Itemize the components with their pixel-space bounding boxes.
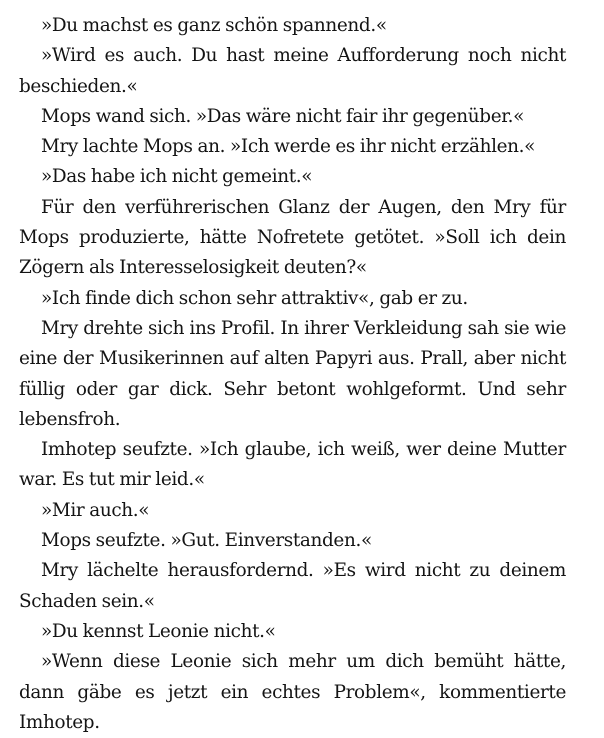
paragraph: »Wenn diese Leonie sich mehr um dich bemüht hätte, dann gäbe es jetzt ein echtes Problem«, kommentierte Imhotep. [19,651,566,733]
paragraph: Mops seufzte. »Gut. Einverstanden.« [41,530,372,552]
paragraph: »Ich finde dich schon sehr attraktiv«, gab er zu. [41,287,468,309]
paragraph: Für den verführerischen Glanz der Augen, den Mry für Mops produzierte, hätte Nofretete getötet. »Soll ich dein Zögern als Interesselosigkeit deuten?« [19,196,566,279]
paragraph: »Wird es auch. Du hast meine Aufforderung noch nicht beschieden.« [19,45,566,97]
paragraph: Mry drehte sich ins Profil. In ihrer Verkleidung sah sie wie eine der Musikerinnen auf alten Papyri aus. Prall, aber nicht füllig oder gar dick. Sehr betont wohlgeformt. Und sehr lebensfroh. [19,317,566,430]
paragraph: Mops wand sich. »Das wäre nicht fair ihr gegenüber.« [41,105,525,127]
paragraph: Mry lächelte herausfordernd. »Es wird nicht zu deinem Schaden sein.« [19,560,566,612]
paragraph: Imhotep seufzte. »Ich glaube, ich weiß, wer deine Mutter war. Es tut mir leid.« [19,439,566,491]
paragraph: »Du machst es ganz schön spannend.« [41,15,387,36]
paragraph: »Das habe ich nicht gemeint.« [41,166,313,188]
paragraph: »Du kennst Leonie nicht.« [41,620,276,642]
paragraph: Mry lachte Mops an. »Ich werde es ihr nicht erzählen.« [41,136,536,158]
paragraph: »Mir auch.« [41,499,150,521]
